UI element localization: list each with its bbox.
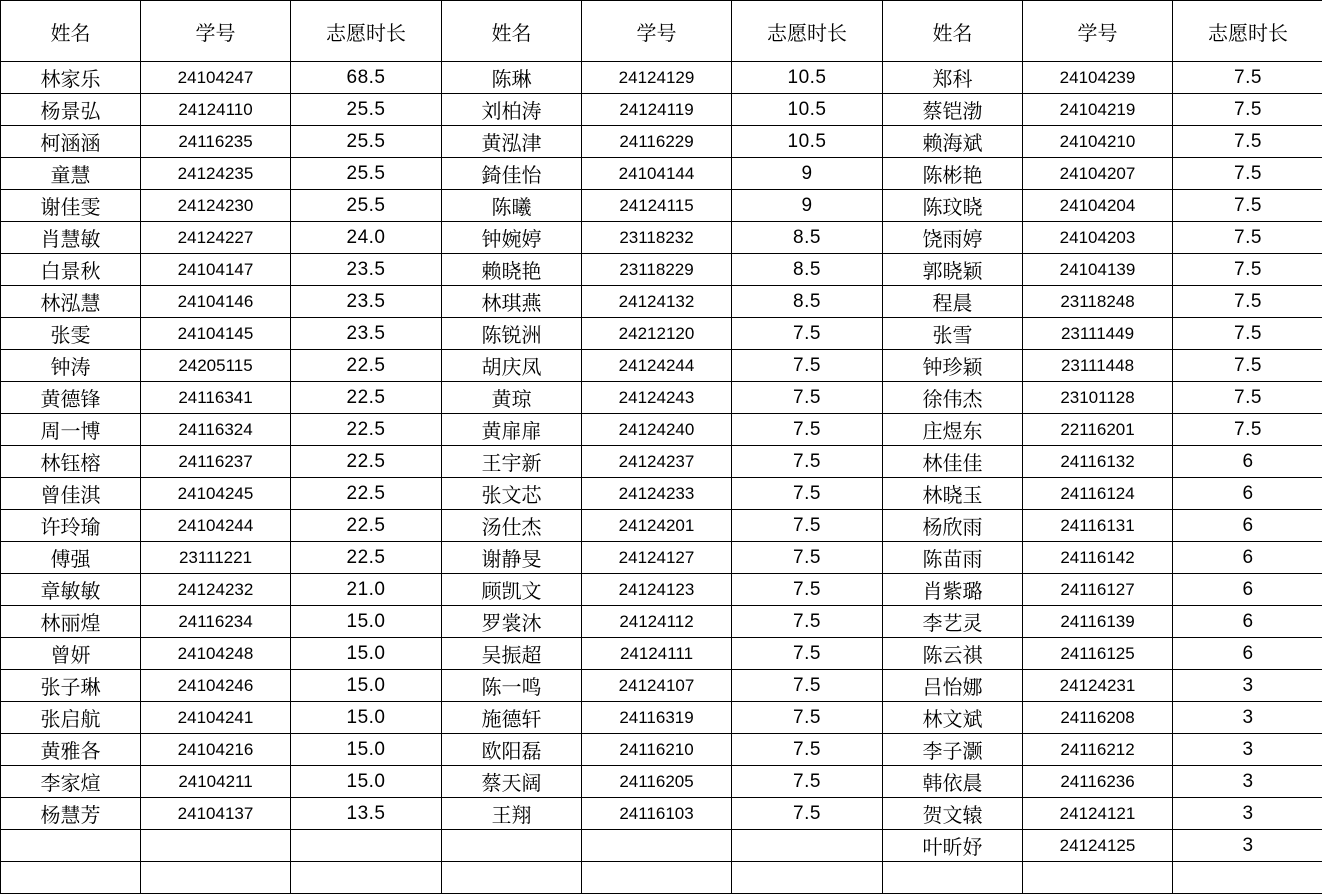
table-cell: 陈锐洲 (442, 318, 582, 350)
table-cell: 23.5 (291, 254, 442, 286)
table-cell: 22.5 (291, 350, 442, 382)
table-cell: 陈琳 (442, 62, 582, 94)
table-cell: 钟婉婷 (442, 222, 582, 254)
table-cell: 黄雅各 (1, 734, 141, 766)
table-cell: 7.5 (732, 606, 883, 638)
table-cell: 24104216 (141, 734, 291, 766)
table-cell: 24104219 (1023, 94, 1173, 126)
table-cell (442, 862, 582, 894)
table-cell: 7.5 (732, 670, 883, 702)
table-cell (732, 862, 883, 894)
table-cell: 23118232 (582, 222, 732, 254)
table-cell: 林丽煌 (1, 606, 141, 638)
table-row (1, 158, 1322, 190)
table-row (1, 606, 1322, 638)
column-header-hours-2: 志愿时长 (732, 1, 883, 62)
table-cell: 24116125 (1023, 638, 1173, 670)
table-cell: 7.5 (1173, 286, 1322, 318)
table-cell: 李艺灵 (883, 606, 1023, 638)
table-row (1, 574, 1322, 606)
table-cell: 6 (1173, 606, 1322, 638)
table-cell: 周一博 (1, 414, 141, 446)
table-cell: 24124119 (582, 94, 732, 126)
table-cell: 24116237 (141, 446, 291, 478)
table-row (1, 62, 1322, 94)
table-cell: 24116236 (1023, 766, 1173, 798)
table-cell (291, 830, 442, 862)
column-header-name-3: 姓名 (883, 1, 1023, 62)
table-cell: 24116229 (582, 126, 732, 158)
table-cell (1, 830, 141, 862)
table-row (1, 702, 1322, 734)
table-cell: 24124129 (582, 62, 732, 94)
table-cell (1173, 862, 1322, 894)
table-cell: 6 (1173, 446, 1322, 478)
table-cell: 肖慧敏 (1, 222, 141, 254)
table-cell: 7.5 (732, 382, 883, 414)
column-header-student-id-3: 学号 (1023, 1, 1173, 62)
table-cell: 22116201 (1023, 414, 1173, 446)
table-cell: 24124244 (582, 350, 732, 382)
table-cell: 24124201 (582, 510, 732, 542)
table-cell: 24212120 (582, 318, 732, 350)
table-cell: 罗裳沐 (442, 606, 582, 638)
table-row (1, 862, 1322, 894)
table-cell (582, 830, 732, 862)
table-cell: 郑科 (883, 62, 1023, 94)
table-cell: 24104244 (141, 510, 291, 542)
table-cell: 8.5 (732, 254, 883, 286)
table-row (1, 382, 1322, 414)
table-cell: 谢佳雯 (1, 190, 141, 222)
table-row (1, 670, 1322, 702)
table-cell: 23101128 (1023, 382, 1173, 414)
table-cell: 吕怡娜 (883, 670, 1023, 702)
column-header-hours-1: 志愿时长 (291, 1, 442, 62)
table-row (1, 638, 1322, 670)
table-cell: 杨景弘 (1, 94, 141, 126)
table-cell: 24116127 (1023, 574, 1173, 606)
table-cell: 杨慧芳 (1, 798, 141, 830)
table-cell: 24116205 (582, 766, 732, 798)
table-cell: 24104245 (141, 478, 291, 510)
table-cell: 24104239 (1023, 62, 1173, 94)
table-cell: 24124125 (1023, 830, 1173, 862)
table-cell: 24116132 (1023, 446, 1173, 478)
table-row (1, 446, 1322, 478)
table-row (1, 350, 1322, 382)
table-row (1, 190, 1322, 222)
table-cell: 王翔 (442, 798, 582, 830)
table-cell: 6 (1173, 510, 1322, 542)
table-cell: 陈彬艳 (883, 158, 1023, 190)
table-cell: 24124123 (582, 574, 732, 606)
table-cell: 钟珍颖 (883, 350, 1023, 382)
table-cell: 24124230 (141, 190, 291, 222)
table-cell: 24124235 (141, 158, 291, 190)
table-cell: 21.0 (291, 574, 442, 606)
table-row (1, 542, 1322, 574)
table-cell: 7.5 (1173, 158, 1322, 190)
table-cell: 10.5 (732, 126, 883, 158)
table-cell: 林钰榕 (1, 446, 141, 478)
table-cell: 黄扉扉 (442, 414, 582, 446)
table-cell: 杨欣雨 (883, 510, 1023, 542)
table-cell: 王宇新 (442, 446, 582, 478)
table-row (1, 254, 1322, 286)
table-cell: 7.5 (1173, 350, 1322, 382)
table-cell: 22.5 (291, 478, 442, 510)
table-cell: 傅强 (1, 542, 141, 574)
table-cell: 24104211 (141, 766, 291, 798)
table-row (1, 126, 1322, 158)
table-cell: 庄煜东 (883, 414, 1023, 446)
table-cell: 24104246 (141, 670, 291, 702)
table-body (1, 62, 1322, 894)
table-cell (442, 830, 582, 862)
table-cell: 25.5 (291, 158, 442, 190)
table-cell: 谢静旻 (442, 542, 582, 574)
table-cell: 7.5 (732, 766, 883, 798)
table-cell: 24116131 (1023, 510, 1173, 542)
table-cell: 陈苗雨 (883, 542, 1023, 574)
table-cell: 24104248 (141, 638, 291, 670)
table-cell: 24104210 (1023, 126, 1173, 158)
table-cell: 24124110 (141, 94, 291, 126)
table-cell: 24124243 (582, 382, 732, 414)
table-cell: 25.5 (291, 126, 442, 158)
table-cell: 陈曦 (442, 190, 582, 222)
table-cell: 白景秋 (1, 254, 141, 286)
table-cell: 24124237 (582, 446, 732, 478)
table-cell: 24124127 (582, 542, 732, 574)
table-cell: 15.0 (291, 702, 442, 734)
table-cell: 欧阳磊 (442, 734, 582, 766)
table-cell: 23111448 (1023, 350, 1173, 382)
table-cell: 陈玟晓 (883, 190, 1023, 222)
table-cell: 黄泓津 (442, 126, 582, 158)
table-cell: 24116103 (582, 798, 732, 830)
table-cell: 24124132 (582, 286, 732, 318)
table-cell: 24116208 (1023, 702, 1173, 734)
table-cell: 15.0 (291, 670, 442, 702)
table-cell: 曾佳淇 (1, 478, 141, 510)
table-cell (141, 830, 291, 862)
table-cell: 24124107 (582, 670, 732, 702)
table-cell: 24124112 (582, 606, 732, 638)
table-cell: 7.5 (732, 318, 883, 350)
table-cell: 24116234 (141, 606, 291, 638)
table-cell: 24104139 (1023, 254, 1173, 286)
table-cell: 10.5 (732, 94, 883, 126)
table-row (1, 94, 1322, 126)
table-cell: 7.5 (1173, 254, 1322, 286)
table-cell: 9 (732, 190, 883, 222)
table-cell: 蔡天阔 (442, 766, 582, 798)
table-cell (291, 862, 442, 894)
table-cell: 7.5 (732, 478, 883, 510)
table-cell: 叶昕妤 (883, 830, 1023, 862)
table-cell: 刘柏涛 (442, 94, 582, 126)
column-header-name-2: 姓名 (442, 1, 582, 62)
table-cell: 25.5 (291, 94, 442, 126)
table-cell: 7.5 (732, 702, 883, 734)
table-cell: 7.5 (1173, 414, 1322, 446)
column-header-student-id-2: 学号 (582, 1, 732, 62)
table-cell: 3 (1173, 830, 1322, 862)
table-cell: 23111449 (1023, 318, 1173, 350)
table-cell (141, 862, 291, 894)
table-cell: 林晓玉 (883, 478, 1023, 510)
table-cell: 24104247 (141, 62, 291, 94)
table-cell: 24104144 (582, 158, 732, 190)
table-row (1, 798, 1322, 830)
table-cell: 15.0 (291, 606, 442, 638)
table-cell: 张启航 (1, 702, 141, 734)
table-cell: 曾妍 (1, 638, 141, 670)
table-cell (1023, 862, 1173, 894)
table-cell: 24.0 (291, 222, 442, 254)
table-row (1, 286, 1322, 318)
table-cell: 68.5 (291, 62, 442, 94)
table-cell: 赖海斌 (883, 126, 1023, 158)
table-cell: 15.0 (291, 766, 442, 798)
table-cell: 24124121 (1023, 798, 1173, 830)
table-cell: 24104146 (141, 286, 291, 318)
table-cell: 李家煊 (1, 766, 141, 798)
table-cell: 24116212 (1023, 734, 1173, 766)
table-cell: 24104241 (141, 702, 291, 734)
table-cell: 饶雨婷 (883, 222, 1023, 254)
column-header-name-1: 姓名 (1, 1, 141, 62)
table-cell: 赖晓艳 (442, 254, 582, 286)
table-row (1, 766, 1322, 798)
table-cell: 23.5 (291, 318, 442, 350)
table-cell: 贺文辕 (883, 798, 1023, 830)
table-row (1, 510, 1322, 542)
table-cell: 24116341 (141, 382, 291, 414)
table-cell: 15.0 (291, 638, 442, 670)
table-header-row (1, 1, 1322, 62)
table-cell: 7.5 (1173, 126, 1322, 158)
table-cell: 24104207 (1023, 158, 1173, 190)
table-cell: 顾凯文 (442, 574, 582, 606)
table-cell: 8.5 (732, 286, 883, 318)
table-cell: 李子灏 (883, 734, 1023, 766)
table-cell: 童慧 (1, 158, 141, 190)
table-cell: 24124227 (141, 222, 291, 254)
table-cell: 7.5 (1173, 382, 1322, 414)
table-cell: 3 (1173, 734, 1322, 766)
table-cell: 3 (1173, 798, 1322, 830)
table-cell: 15.0 (291, 734, 442, 766)
table-cell: 24124240 (582, 414, 732, 446)
table-cell: 7.5 (732, 574, 883, 606)
table-cell: 张文芯 (442, 478, 582, 510)
table-cell: 24104203 (1023, 222, 1173, 254)
table-cell: 陈云祺 (883, 638, 1023, 670)
table-cell: 23118229 (582, 254, 732, 286)
table-cell: 23111221 (141, 542, 291, 574)
table-cell: 7.5 (732, 798, 883, 830)
table-cell: 6 (1173, 542, 1322, 574)
table-row (1, 830, 1322, 862)
table-row (1, 222, 1322, 254)
table-cell (582, 862, 732, 894)
table-cell: 7.5 (732, 542, 883, 574)
table-cell: 24116210 (582, 734, 732, 766)
table-cell (1, 862, 141, 894)
column-header-student-id-1: 学号 (141, 1, 291, 62)
table-cell: 10.5 (732, 62, 883, 94)
table-cell: 7.5 (732, 350, 883, 382)
table-cell: 24116124 (1023, 478, 1173, 510)
table-cell: 张子琳 (1, 670, 141, 702)
table-cell: 6 (1173, 638, 1322, 670)
table-cell: 6 (1173, 574, 1322, 606)
table-cell: 林泓慧 (1, 286, 141, 318)
table-row (1, 414, 1322, 446)
table-cell: 24116142 (1023, 542, 1173, 574)
table-cell: 肖紫璐 (883, 574, 1023, 606)
table-cell: 郭晓颖 (883, 254, 1023, 286)
table-cell: 23118248 (1023, 286, 1173, 318)
table-cell: 程晨 (883, 286, 1023, 318)
table-cell: 韩依晨 (883, 766, 1023, 798)
table-cell: 22.5 (291, 382, 442, 414)
table-cell: 7.5 (732, 510, 883, 542)
table-row (1, 478, 1322, 510)
table-cell: 黄德锋 (1, 382, 141, 414)
table-cell: 3 (1173, 702, 1322, 734)
table-cell: 22.5 (291, 510, 442, 542)
table-cell: 24104147 (141, 254, 291, 286)
table-cell: 黄琼 (442, 382, 582, 414)
table-cell: 徐伟杰 (883, 382, 1023, 414)
table-cell: 林家乐 (1, 62, 141, 94)
table-cell (732, 830, 883, 862)
table-cell: 22.5 (291, 446, 442, 478)
table-cell: 24116235 (141, 126, 291, 158)
table-cell: 8.5 (732, 222, 883, 254)
table-cell: 张雪 (883, 318, 1023, 350)
table-cell: 6 (1173, 478, 1322, 510)
table-cell: 7.5 (732, 414, 883, 446)
table-cell: 钟涛 (1, 350, 141, 382)
table-cell: 林文斌 (883, 702, 1023, 734)
table-cell: 林佳佳 (883, 446, 1023, 478)
table-cell: 24124233 (582, 478, 732, 510)
table-row (1, 318, 1322, 350)
table-cell: 24116139 (1023, 606, 1173, 638)
table-cell: 7.5 (1173, 222, 1322, 254)
column-header-hours-3: 志愿时长 (1173, 1, 1322, 62)
table-cell: 7.5 (1173, 94, 1322, 126)
table-cell: 章敏敏 (1, 574, 141, 606)
table-cell: 7.5 (732, 446, 883, 478)
table-cell: 7.5 (1173, 190, 1322, 222)
table-cell: 23.5 (291, 286, 442, 318)
table-cell: 24104137 (141, 798, 291, 830)
table-cell: 24116319 (582, 702, 732, 734)
table-cell: 24116324 (141, 414, 291, 446)
table-cell: 7.5 (1173, 62, 1322, 94)
table-cell: 7.5 (732, 734, 883, 766)
table-cell: 24124115 (582, 190, 732, 222)
table-cell: 张雯 (1, 318, 141, 350)
table-cell: 3 (1173, 766, 1322, 798)
table-cell: 22.5 (291, 542, 442, 574)
table-cell: 吴振超 (442, 638, 582, 670)
table-cell: 3 (1173, 670, 1322, 702)
table-cell: 许玲瑜 (1, 510, 141, 542)
table-cell: 24124232 (141, 574, 291, 606)
table-cell: 施德轩 (442, 702, 582, 734)
table-cell: 錡佳怡 (442, 158, 582, 190)
table-cell: 汤仕杰 (442, 510, 582, 542)
table-cell: 胡庆凤 (442, 350, 582, 382)
table-cell (883, 862, 1023, 894)
table-cell: 蔡铠渤 (883, 94, 1023, 126)
table-cell: 13.5 (291, 798, 442, 830)
table-cell: 24104204 (1023, 190, 1173, 222)
table-cell: 24124231 (1023, 670, 1173, 702)
table-cell: 24104145 (141, 318, 291, 350)
table-cell: 25.5 (291, 190, 442, 222)
table-cell: 7.5 (1173, 318, 1322, 350)
table-cell: 22.5 (291, 414, 442, 446)
table-cell: 24205115 (141, 350, 291, 382)
table-cell: 7.5 (732, 638, 883, 670)
table-cell: 陈一鸣 (442, 670, 582, 702)
table-row (1, 734, 1322, 766)
table-cell: 9 (732, 158, 883, 190)
table-cell: 24124111 (582, 638, 732, 670)
table-cell: 柯涵涵 (1, 126, 141, 158)
table-cell: 林琪燕 (442, 286, 582, 318)
